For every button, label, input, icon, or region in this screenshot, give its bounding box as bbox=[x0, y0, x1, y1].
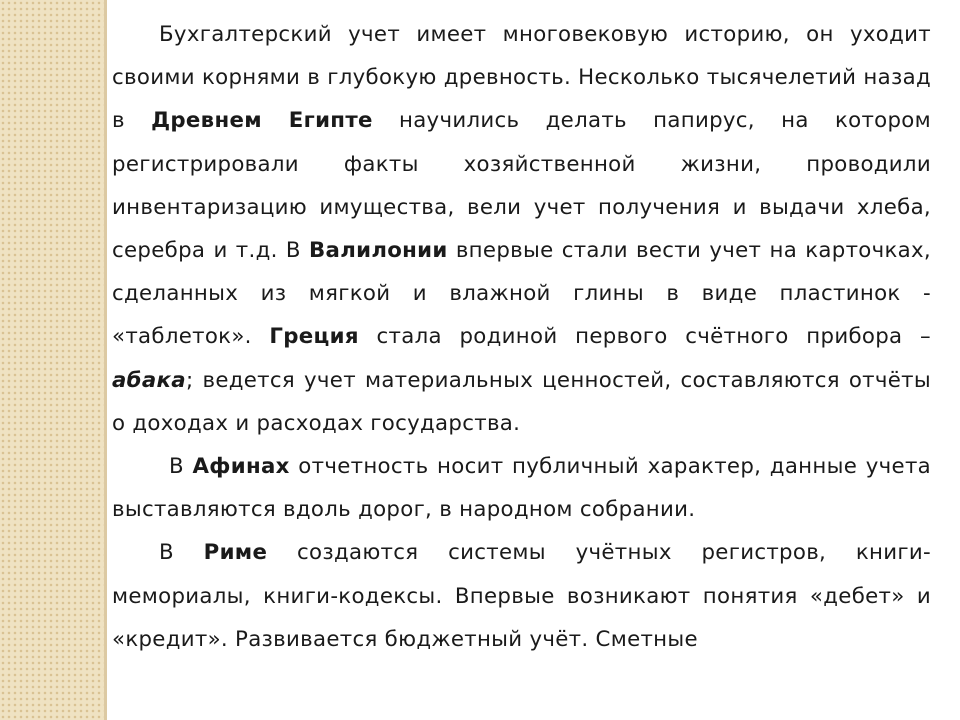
highlight-babylon: Валилонии bbox=[309, 238, 448, 264]
paragraph-text: научились делать папирус, на котором регистрировали факты хозяйственной жизни, проводили инвентаризацию имущества, вели учет получения и выдачи хлеба, серебра и т.д. В bbox=[112, 108, 932, 264]
paragraph-text: В bbox=[169, 454, 193, 480]
side-strip-border bbox=[104, 0, 107, 720]
paragraph-rome bbox=[112, 531, 931, 661]
paragraph-history bbox=[112, 13, 931, 445]
paragraph-text: В bbox=[159, 540, 204, 566]
paragraph-text: создаются системы учётных регистров, книги-мемориалы, книги-кодексы. Впервые возникают понятия «дебет» и «кредит». Развивается бюджетный учёт. Сметные bbox=[112, 540, 932, 652]
highlight-egypt: Древнем Египте bbox=[151, 108, 373, 134]
paragraph-text: впервые стали вести учет на карточках, сделанных из мягкой и влажной глины в виде пластинок - «таблеток». bbox=[112, 238, 931, 350]
paragraph-text: ; ведется учет материальных ценностей, составляются отчёты о доходах и расходах государства. bbox=[112, 367, 931, 436]
paragraph-text: Бухгалтерский учет имеет многовековую историю, он уходит своими корнями в глубокую древность. Несколько тысячелетий назад в bbox=[112, 22, 931, 134]
highlight-abacus: абака bbox=[112, 367, 186, 393]
highlight-rome: Риме bbox=[203, 540, 268, 566]
paragraph-text: отчетность носит публичный характер, данные учета выставляются вдоль дорог, в народном собрании. bbox=[112, 454, 931, 523]
slide-text-body bbox=[112, 13, 931, 661]
paragraph-text: стала родиной первого счётного прибора – bbox=[358, 324, 931, 350]
decorative-side-strip bbox=[0, 0, 104, 720]
highlight-greece: Греция bbox=[269, 324, 359, 350]
paragraph-athens bbox=[112, 445, 931, 531]
highlight-athens: Афинах bbox=[192, 454, 290, 480]
